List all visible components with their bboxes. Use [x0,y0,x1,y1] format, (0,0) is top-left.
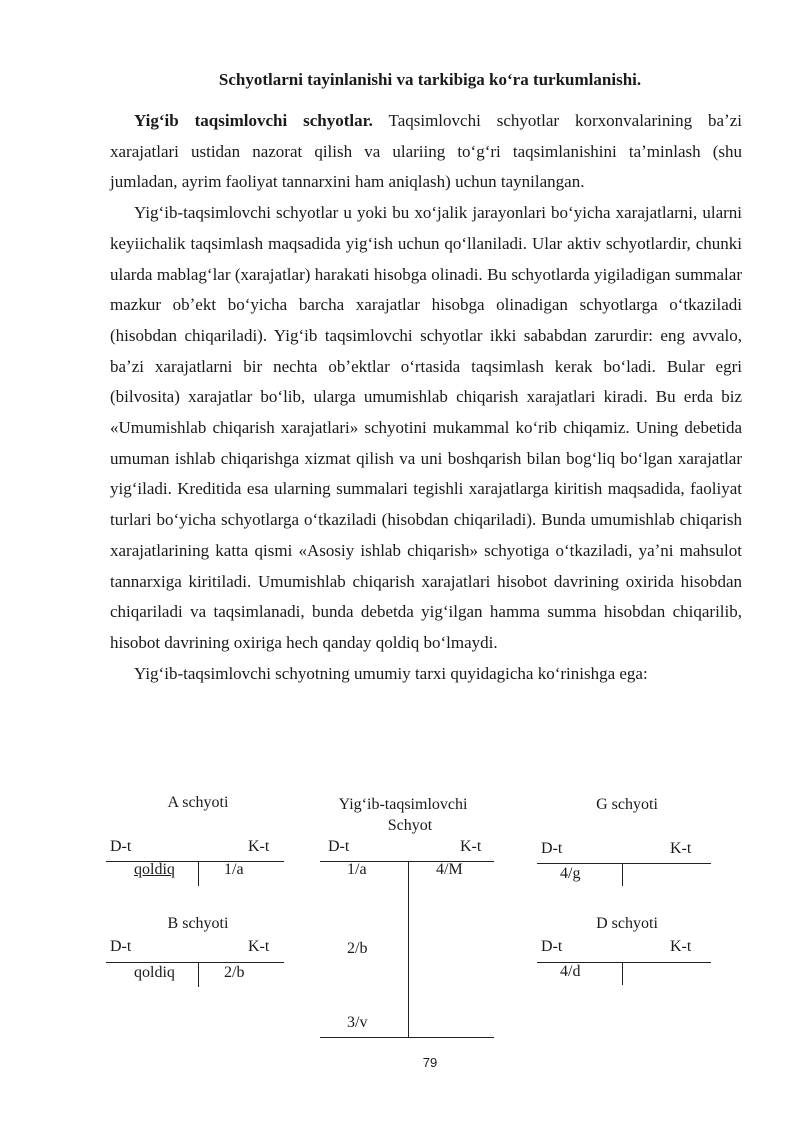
account-g-rule [537,863,711,864]
account-a-right-entry: 1/a [224,861,244,878]
account-b-divider [198,963,199,987]
paragraph-1-lead: Yigʻib taqsimlovchi schyotlar. [134,111,373,130]
account-center-rule-bottom [320,1037,494,1038]
paragraph-1 [110,106,742,198]
paragraph-2: Yigʻib-taqsimlovchi schyotlar u yoki bu xoʻjalik jarayonlari boʻyicha xarajatlarni, ularni keyiichalik taqsimlash maqsadida yigʻish uchun qoʻllaniladi. Ular aktiv schyotlardir, chunki ularda mablagʻlar (xarajatlar) harakati hisobga olinadi. Bu schyotlarda yigiladigan summalar mazkur obʼekt boʻyicha barcha xarajatlar hisobga olinadigan schyotlarga oʻtkaziladi (hisobdan chiqariladi). Yigʻib taqsimlovchi schyotlar ikki sababdan zarurdir: eng avvalo, baʼzi xarajatlarni bir nechta obʼektlar oʻrtasida taqsimlash kerak boʻladi. Bular egri (bilvosita) xarajatlar boʻlib, ularga umumishlab chiqarish xarajatlari kiradi. Bu erda biz «Umumishlab chiqarish xarajatlari» schyotini mukammal koʻrib chiqamiz. Uning debetida umuman ishlab chiqarishga xizmat qilish va uni boshqarish bilan bogʻliq boʻlgan xarajatlar yigʻiladi. Kreditida esa ularning summalari tegishli xarajatlarga kiritish maqsadida, faoliyat turlari boʻyicha schyotlarga oʻtkaziladi (hisobdan chiqariladi). Bunda umumishlab chiqarish xarajatlarining katta qismi «Asosiy ishlab chiqarish» schyotiga oʻtkaziladi, yaʼni mahsulot tannarxiga kiritiladi. Umumishlab chiqarish xarajatlari hisobot davrining oxirida hisobdan chiqariladi va taqsimlanadi, bunda debetda yigʻilgan hamma summa hisobdan chiqarilib, hisobot davrining oxiriga hech qanday qoldiq boʻlmaydi. [110,203,742,652]
account-b-right-entry: 2/b [224,964,245,981]
page-number: 79 [422,1055,438,1070]
account-a-debit: D-t [110,838,132,855]
account-b-credit: K-t [248,938,270,955]
account-center-divider [408,862,409,1038]
account-center-left-entry: 2/b [347,940,368,957]
account-center-debit: D-t [328,838,350,855]
account-g-left-entry: 4/g [560,865,581,882]
account-d-title: D schyoti [596,915,658,932]
account-b-rule [106,962,284,963]
account-d-credit: K-t [670,938,692,955]
body-text [110,106,742,689]
account-center-left-entry: 1/a [347,861,367,878]
account-center-title-1: Yigʻib-taqsimlovchi [338,796,468,813]
account-b-debit: D-t [110,938,132,955]
account-g-divider [622,864,623,886]
account-center-left-entry: 3/v [347,1014,368,1031]
account-a-divider [198,862,199,886]
section-title: Schyotlarni tayinlanishi va tarkibiga koʻra turkumlanishi. [218,70,642,89]
account-b-title: B schyoti [167,915,229,932]
account-center-right-entry: 4/M [436,861,463,878]
account-a-credit: K-t [248,838,270,855]
account-center-title-2: Schyot [387,817,433,834]
account-b-left-entry: qoldiq [134,964,175,981]
account-d-left-entry: 4/d [560,963,581,980]
account-g-credit: K-t [670,840,692,857]
paragraph-1-text: Taqsimlovchi schyotlar korxonvalarining baʼzi xarajatlari ustidan nazorat qilish va ulariing toʻgʻri taqsimlanishini taʼminlash (shu jumladan, ayrim faoliyat tannarxini ham aniqlash) uchun taynilangan. [110,111,742,192]
account-d-divider [622,963,623,985]
account-a-rule [106,861,284,862]
paragraph-3: Yigʻib-taqsimlovchi schyotning umumiy tarxi quyidagicha koʻrinishga ega: [134,663,648,683]
account-g-debit: D-t [541,840,563,857]
account-a-title: A schyoti [167,794,229,811]
account-d-debit: D-t [541,938,563,955]
account-center-credit: K-t [460,838,482,855]
account-g-title: G schyoti [596,796,658,813]
account-a-left-entry: qoldiq [134,861,175,878]
